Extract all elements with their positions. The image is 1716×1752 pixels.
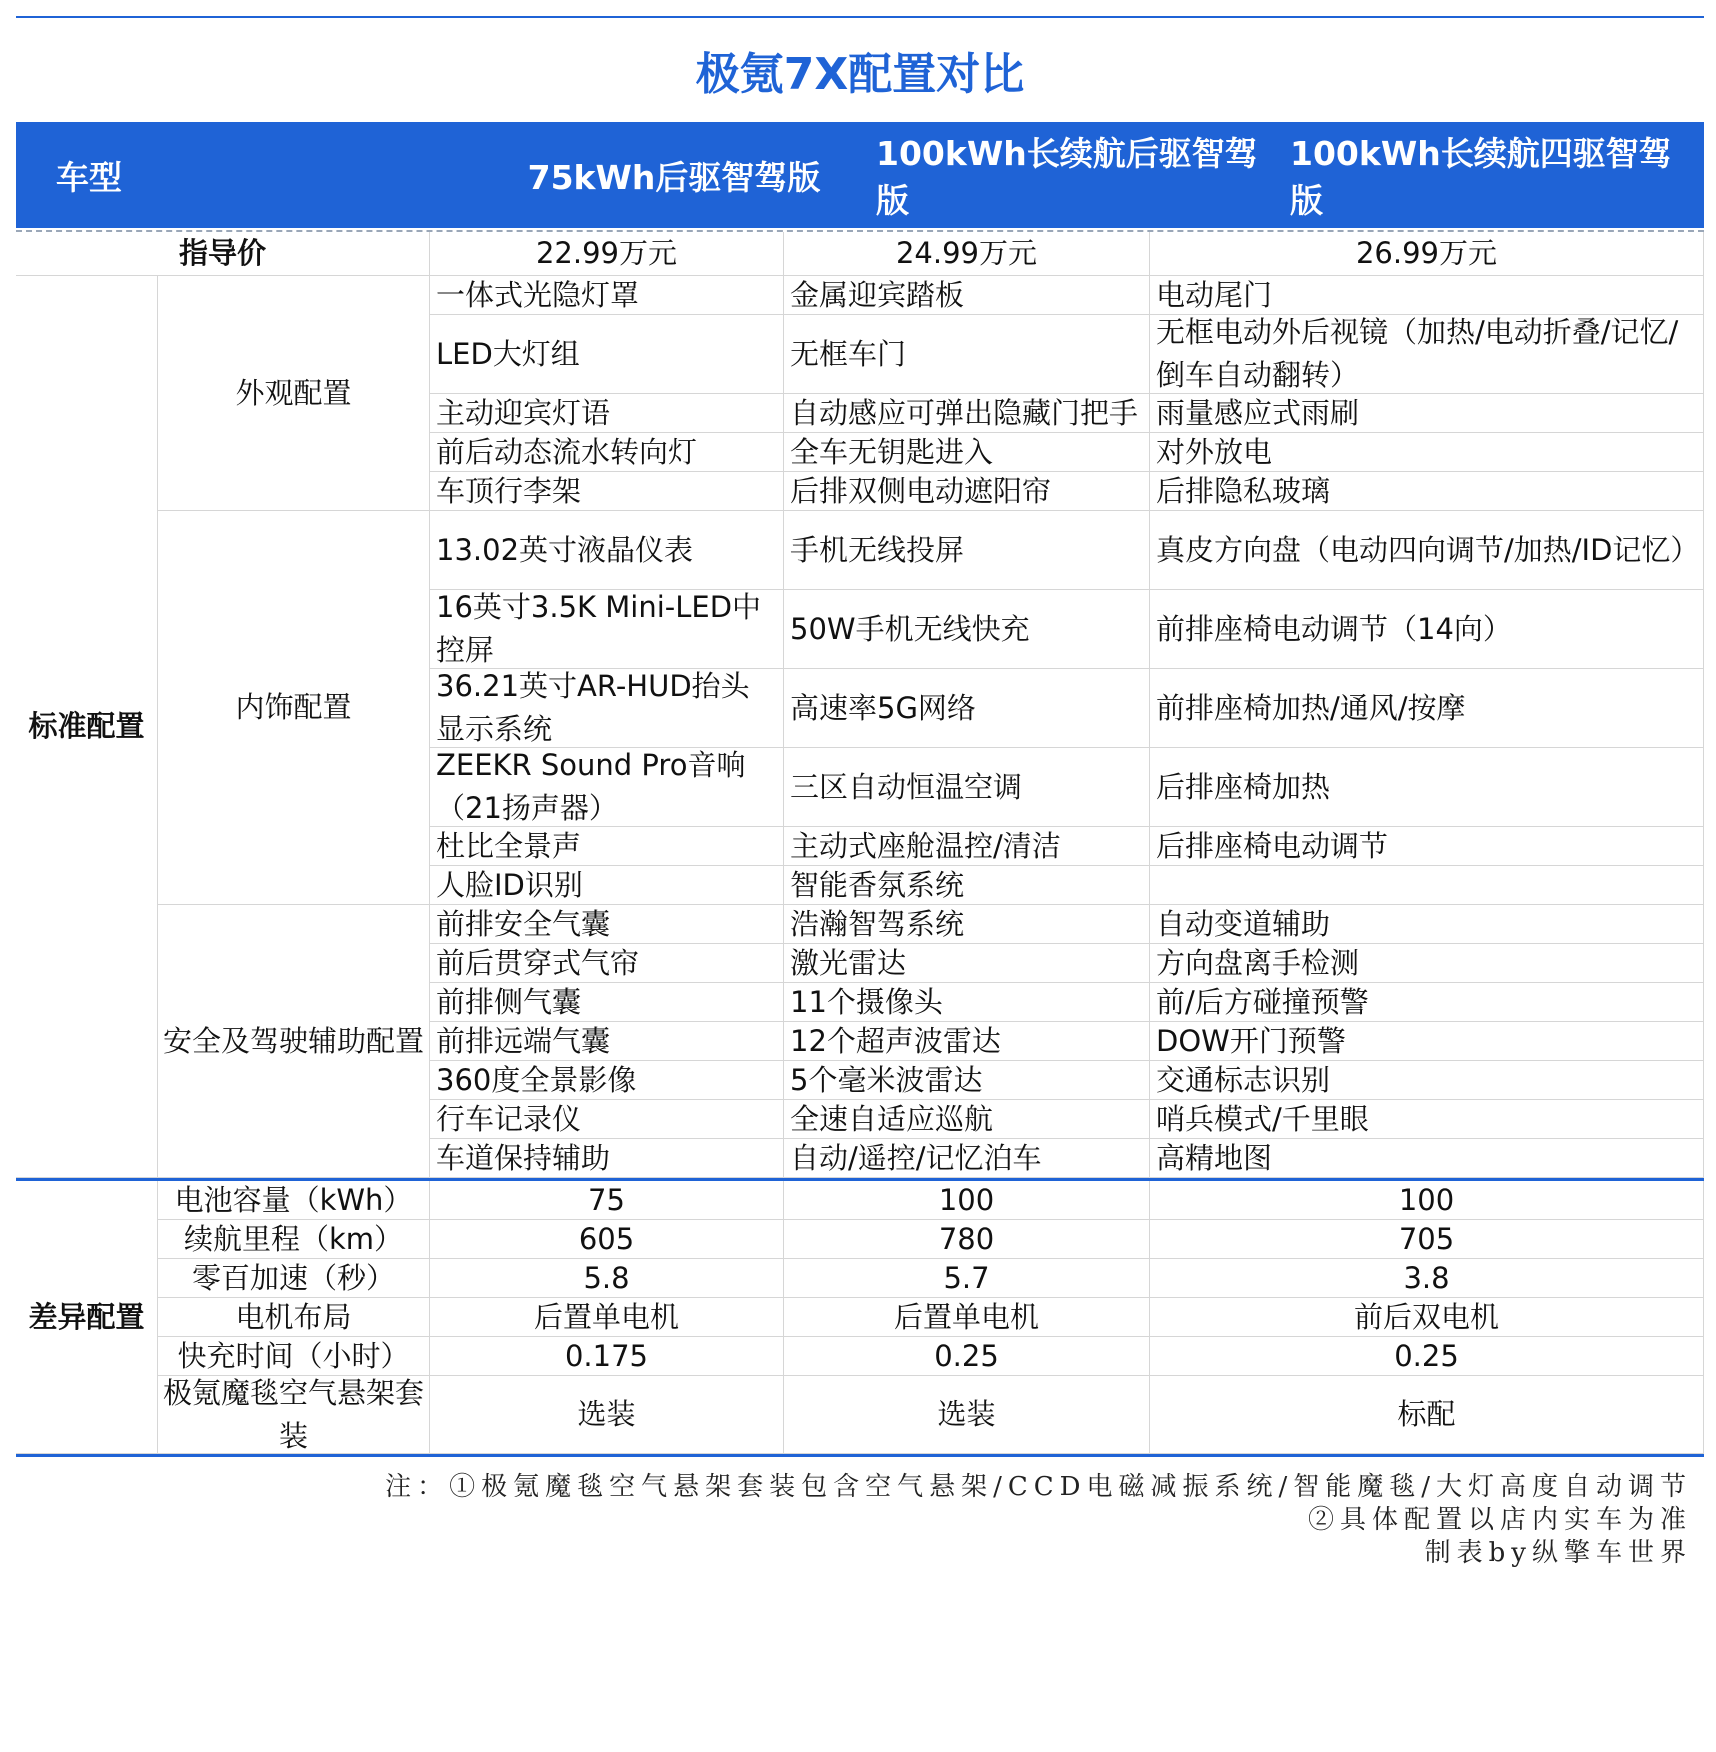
diff-value: 选装 [784,1376,1150,1454]
diff-value: 100 [1150,1181,1704,1220]
feature-cell: 后排双侧电动遮阳帘 [784,472,1150,511]
price-value: 24.99万元 [784,232,1150,276]
feature-cell: 三区自动恒温空调 [784,748,1150,827]
comparison-sheet [16,16,1704,1740]
price-value: 26.99万元 [1150,232,1704,276]
feature-cell: 5个毫米波雷达 [784,1061,1150,1100]
footnote-line: ②具体配置以店内实车为准 [1307,1505,1692,1535]
diff-value: 0.25 [784,1337,1150,1376]
diff-value: 705 [1150,1220,1704,1259]
diff-value: 标配 [1150,1376,1704,1454]
feature-cell [1150,866,1704,905]
feature-cell: 全车无钥匙进入 [784,433,1150,472]
header-model-label: 车型 [56,157,122,197]
feature-cell: 12个超声波雷达 [784,1022,1150,1061]
feature-cell: 无框车门 [784,315,1150,394]
diff-value: 后置单电机 [430,1298,784,1337]
feature-cell: 一体式光隐灯罩 [430,276,784,315]
feature-cell: 高速率5G网络 [784,669,1150,748]
feature-cell: 激光雷达 [784,944,1150,983]
diff-name: 快充时间（小时） [158,1337,430,1376]
standard-label: 标准配置 [16,276,158,1178]
diff-name: 零百加速（秒） [158,1259,430,1298]
feature-cell: 自动/遥控/记忆泊车 [784,1139,1150,1178]
feature-cell: 真皮方向盘（电动四向调节/加热/ID记忆） [1150,511,1704,590]
feature-cell: 金属迎宾踏板 [784,276,1150,315]
group-label: 安全及驾驶辅助配置 [158,905,430,1178]
feature-cell: 电动尾门 [1150,276,1704,315]
feature-cell: 无框电动外后视镜（加热/电动折叠/记忆/倒车自动翻转） [1150,315,1704,394]
diff-name: 电池容量（kWh） [158,1181,430,1220]
feature-cell: LED大灯组 [430,315,784,394]
diff-value: 选装 [430,1376,784,1454]
group-label: 外观配置 [158,276,430,511]
feature-cell: 360度全景影像 [430,1061,784,1100]
header-model-1: 75kWh后驱智驾版 [527,157,821,197]
feature-cell: 主动迎宾灯语 [430,394,784,433]
diff-value: 75 [430,1181,784,1220]
diff-value: 5.8 [430,1259,784,1298]
diff-name: 极氪魔毯空气悬架套装 [158,1376,430,1454]
diff-value: 100 [784,1181,1150,1220]
diff-value: 780 [784,1220,1150,1259]
diff-value: 605 [430,1220,784,1259]
feature-cell: 后排隐私玻璃 [1150,472,1704,511]
feature-cell: 交通标志识别 [1150,1061,1704,1100]
feature-cell: 智能香氛系统 [784,866,1150,905]
diff-value: 前后双电机 [1150,1298,1704,1337]
feature-cell: 前排座椅加热/通风/按摩 [1150,669,1704,748]
feature-cell: 后排座椅电动调节 [1150,827,1704,866]
feature-cell: DOW开门预警 [1150,1022,1704,1061]
feature-cell: 自动感应可弹出隐藏门把手 [784,394,1150,433]
feature-cell: 人脸ID识别 [430,866,784,905]
feature-cell: 前排座椅电动调节（14向） [1150,590,1704,669]
feature-cell: 哨兵模式/千里眼 [1150,1100,1704,1139]
feature-cell: 后排座椅加热 [1150,748,1704,827]
page-title: 极氪7X配置对比 [695,49,1025,100]
feature-cell: 浩瀚智驾系统 [784,905,1150,944]
feature-cell: 方向盘离手检测 [1150,944,1704,983]
feature-cell: 主动式座舱温控/清洁 [784,827,1150,866]
notes-divider [16,1454,1704,1457]
diff-label: 差异配置 [16,1181,158,1454]
footnote-line: 注：①极氪魔毯空气悬架套装包含空气悬架/CCD电磁减振系统/智能魔毯/大灯高度自动调节 [385,1472,1692,1502]
header-model-2: 100kWh长续航后驱智驾版 [876,134,1258,220]
feature-cell: 杜比全景声 [430,827,784,866]
feature-cell: 11个摄像头 [784,983,1150,1022]
feature-cell: 前排远端气囊 [430,1022,784,1061]
footnote-line: 制表by纵擎车世界 [1424,1538,1692,1568]
feature-cell: 50W手机无线快充 [784,590,1150,669]
feature-cell: 雨量感应式雨刷 [1150,394,1704,433]
diff-value: 后置单电机 [784,1298,1150,1337]
feature-cell: 前排安全气囊 [430,905,784,944]
diff-value: 0.25 [1150,1337,1704,1376]
feature-cell: 16英寸3.5K Mini-LED中控屏 [430,590,784,669]
feature-cell: ZEEKR Sound Pro音响（21扬声器） [430,748,784,827]
feature-cell: 前后动态流水转向灯 [430,433,784,472]
group-label: 内饰配置 [158,511,430,905]
price-spacer [158,232,430,276]
feature-cell: 前后贯穿式气帘 [430,944,784,983]
feature-cell: 车顶行李架 [430,472,784,511]
header-row [16,122,1704,228]
feature-cell: 车道保持辅助 [430,1139,784,1178]
diff-value: 0.175 [430,1337,784,1376]
diff-name: 电机布局 [158,1298,430,1337]
price-value: 22.99万元 [430,232,784,276]
feature-cell: 36.21英寸AR-HUD抬头显示系统 [430,669,784,748]
feature-cell: 高精地图 [1150,1139,1704,1178]
feature-cell: 13.02英寸液晶仪表 [430,511,784,590]
feature-cell: 全速自适应巡航 [784,1100,1150,1139]
feature-cell: 手机无线投屏 [784,511,1150,590]
feature-cell: 前/后方碰撞预警 [1150,983,1704,1022]
price-label: 指导价 [16,232,430,276]
feature-cell: 自动变道辅助 [1150,905,1704,944]
diff-value: 3.8 [1150,1259,1704,1298]
diff-name: 续航里程（km） [158,1220,430,1259]
diff-value: 5.7 [784,1259,1150,1298]
feature-cell: 对外放电 [1150,433,1704,472]
header-model-3: 100kWh长续航四驱智驾版 [1290,134,1672,220]
feature-cell: 行车记录仪 [430,1100,784,1139]
feature-cell: 前排侧气囊 [430,983,784,1022]
